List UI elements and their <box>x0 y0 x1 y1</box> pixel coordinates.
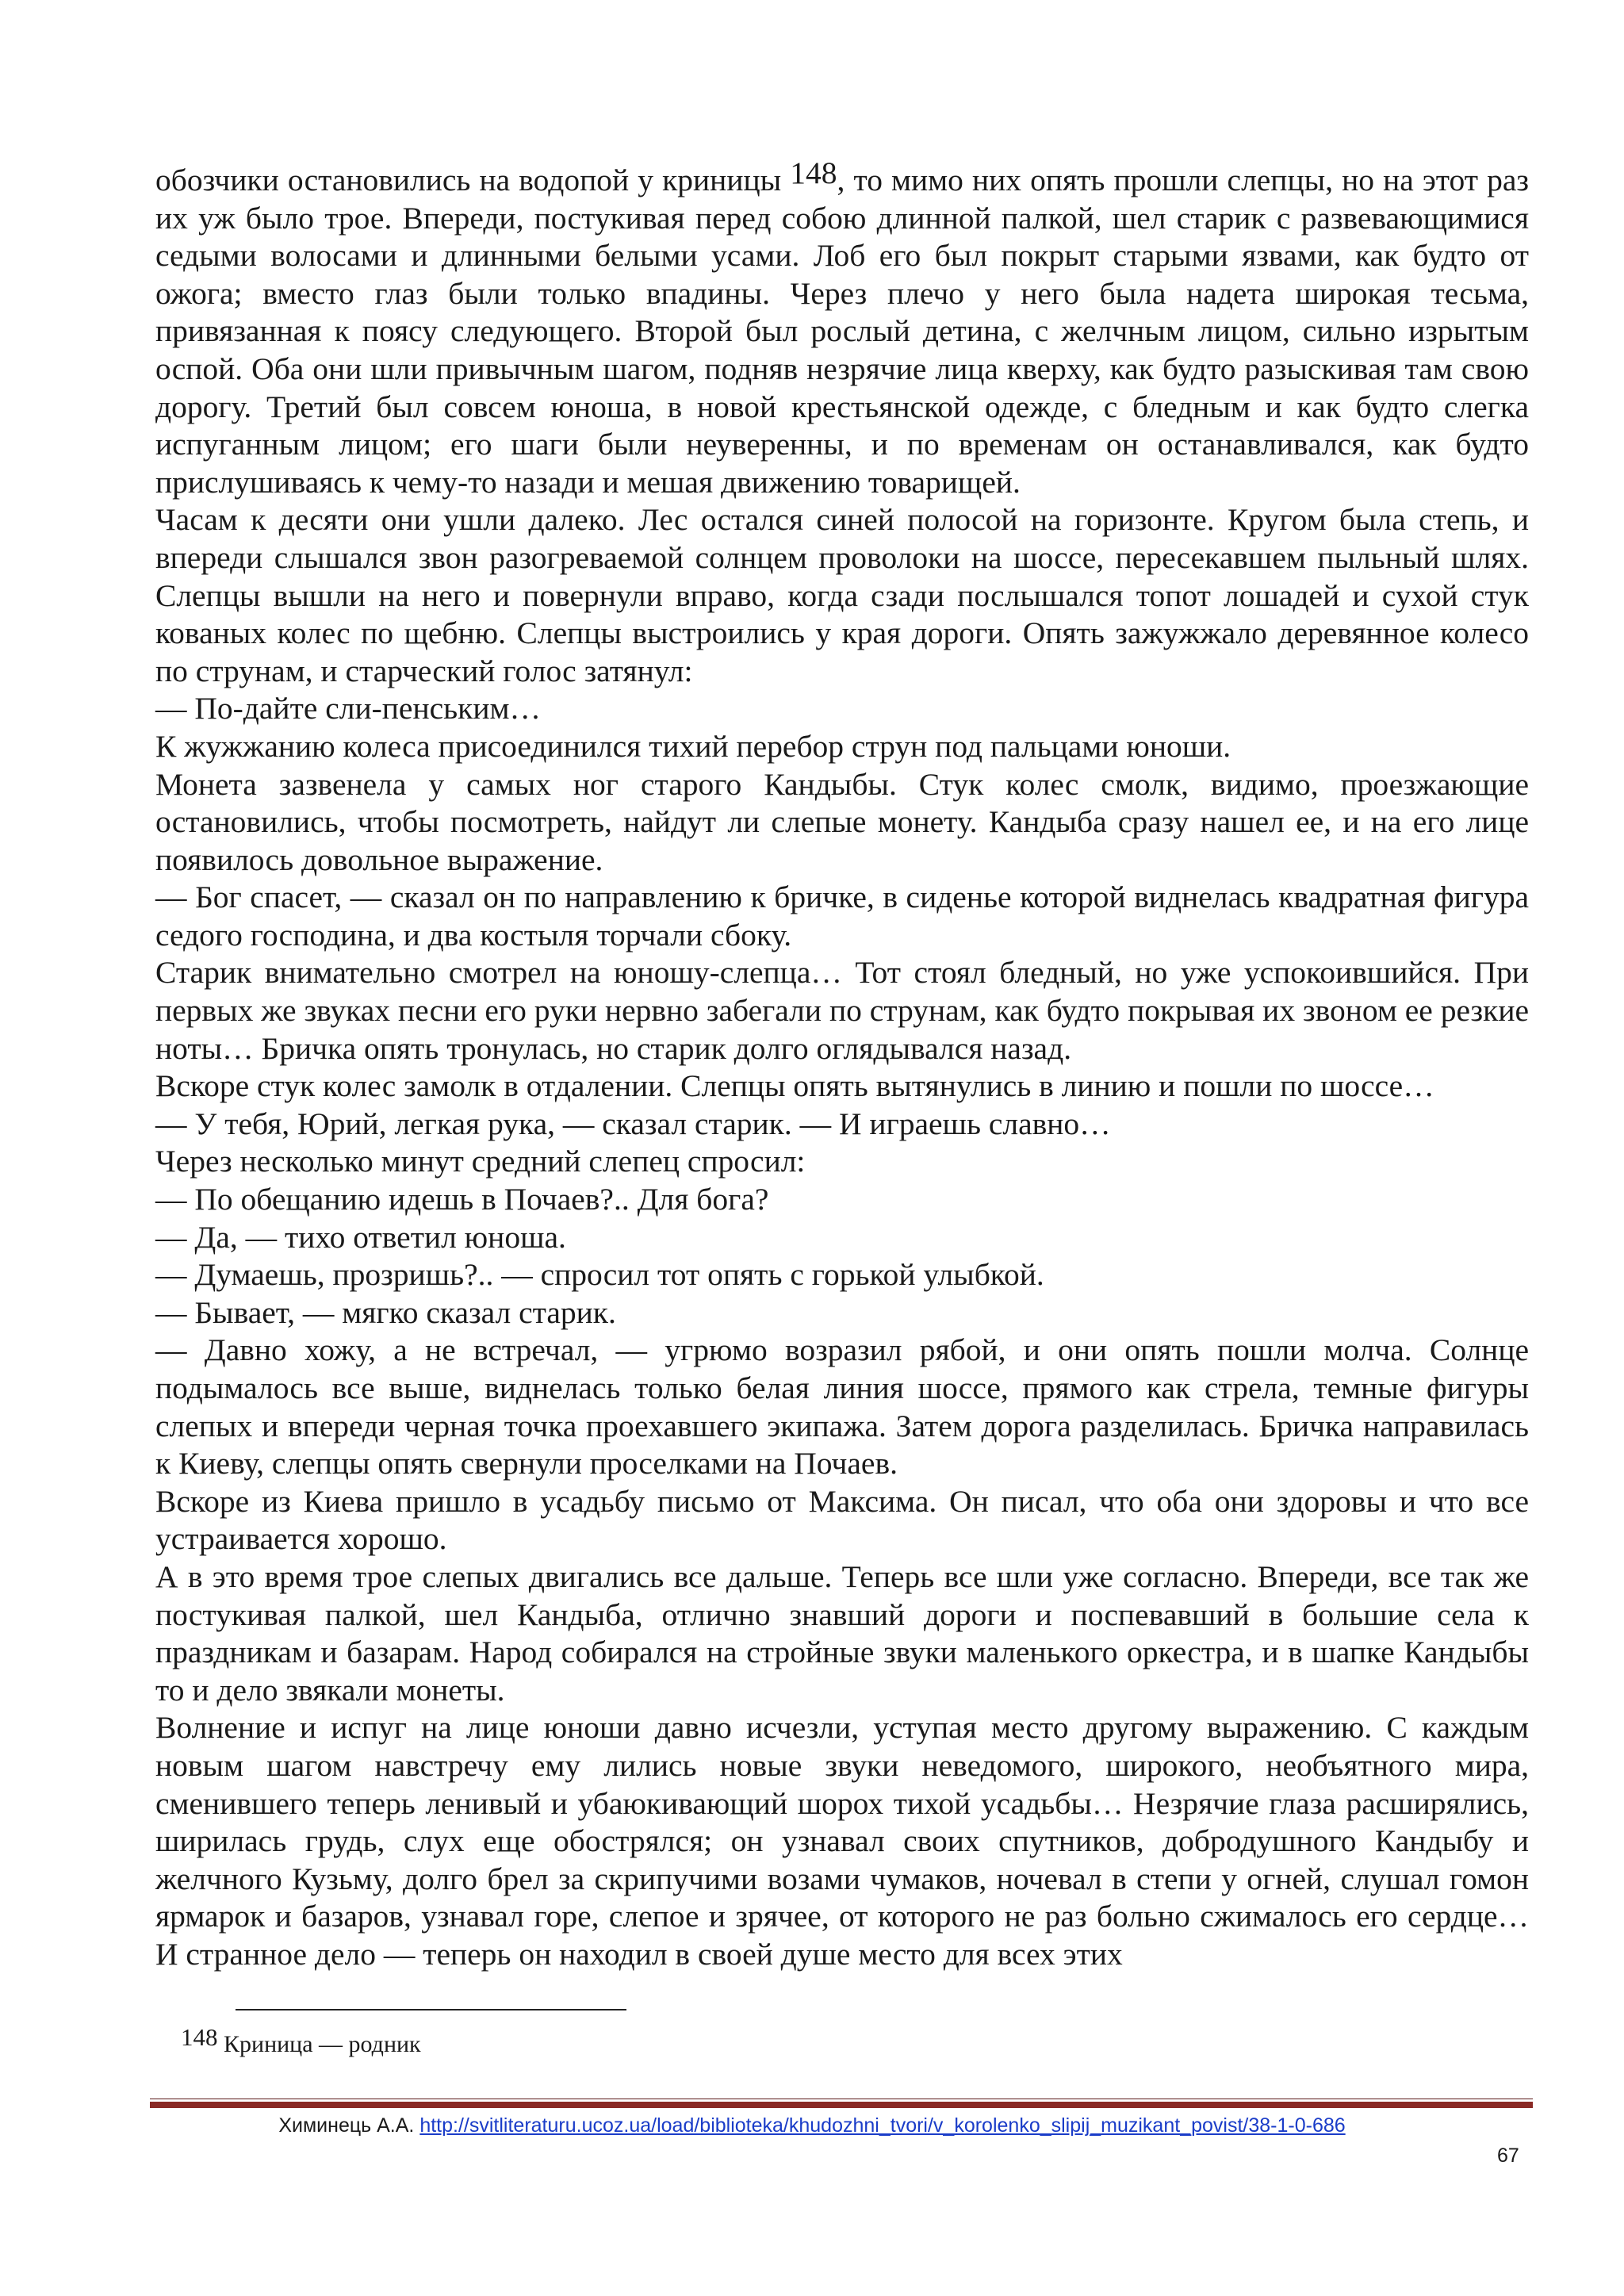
paragraph-11: — По обещанию идешь в Почаев?.. Для бога? <box>155 1182 769 1217</box>
page-number: 67 <box>1497 2145 1519 2167</box>
paragraph-2: Часам к десяти они ушли далеко. Лес остался синей полосой на горизонте. Кругом была степь, и впереди слышался звон разогреваемой солнцем проволоки на шоссе, пересекавшем пыльный шлях. Слепцы вышли на него и повернули вправо, когда сзади послышался топот лошадей и сухой стук кованых колес по щебню. Слепцы выстроились у края дороги. Опять зажужжало деревянное колесо по струнам, и старческий голос затянул: <box>155 502 1529 688</box>
main-text <box>155 155 1530 1974</box>
paragraph-1-first-line-tail: , то мимо них опять прошли слепцы, но на этот <box>837 163 1479 197</box>
paragraph-18: Волнение и испуг на лице юноши давно исчезли, уступая место другому выражению. С каждым новым шагом навстречу ему лились новые звуки неведомого, широкого, необъятного мира, сменившего теперь ленивый и убаюкивающий шорох тихой усадьбы… Незрячие глаза расширялись, ширилась грудь, слух еще обострялся; он узнавал своих спутников, добродушного Кандыбу и желчного Кузьму, долго брел за скрипучими возами чумаков, ночевал в степи у огней, слушал гомон ярмарок и базаров, узнавал горе, слепое и зрячее, от которого не раз больно сжималось его сердце… И странное дело — теперь он находил в своей душе место для всех этих <box>155 1710 1529 1972</box>
footnote-reference[interactable]: 148 <box>790 155 837 190</box>
paragraph-10: Через несколько минут средний слепец спросил: <box>155 1144 806 1179</box>
footnote <box>181 2023 421 2060</box>
footer-author: Химинець А.А. <box>278 2114 420 2137</box>
paragraph-14: — Бывает, — мягко сказал старик. <box>155 1294 616 1330</box>
paragraph-15: — Давно хожу, а не встречал, — угрюмо возразил рябой, и они опять пошли молча. Солнце подымалось все выше, виднелась только белая линия шоссе, прямого как стрела, темные фигуры слепых и впереди черная точка проехавшего экипажа. Затем дорога разделилась. Бричка направилась к Киеву, слепцы опять свернули проселками на Почаев. <box>155 1332 1529 1481</box>
paragraph-12: — Да, — тихо ответил юноша. <box>155 1219 566 1255</box>
paragraph-16: Вскоре из Киева пришло в усадьбу письмо от Максима. Он писал, что оба они здоровы и что все устраивается хорошо. <box>155 1483 1529 1557</box>
paragraph-8: Вскоре стук колес замолк в отдалении. Слепцы опять вытянулись в линию и пошли по шоссе… <box>155 1068 1434 1104</box>
paragraph-7: Старик внимательно смотрел на юношу-слепца… Тот стоял бледный, но уже успокоившийся. При первых же звуках песни его руки нервно забегали по струнам, как будто покрывая их звоном ее резкие ноты… Бричка опять тронулась, но старик долго оглядывался назад. <box>155 955 1529 1066</box>
paragraph-1-start: обозчики остановились на водопой у криницы <box>155 163 791 197</box>
paragraph-4: К жужжанию колеса присоединился тихий перебор струн под пальцами юноши. <box>155 728 1231 764</box>
paragraph-6: — Бог спасет, — сказал он по направлению к бричке, в сиденье которой виднелась квадратная фигура седого господина, и два костыля торчали сбоку. <box>155 880 1529 953</box>
footnote-text: Криница — родник <box>217 2031 421 2057</box>
page-footer <box>0 2113 1624 2138</box>
paragraph-13: — Думаешь, прозришь?.. — спросил тот опять с горькой улыбкой. <box>155 1257 1044 1293</box>
paragraph-9: — У тебя, Юрий, легкая рука, — сказал старик. — И играешь славно… <box>155 1106 1111 1141</box>
footnote-number: 148 <box>181 2023 218 2051</box>
footnote-divider <box>236 2009 626 2010</box>
footer-divider-thick <box>150 2102 1533 2108</box>
footer-source-link[interactable]: http://svitliteraturu.ucoz.ua/load/biblioteka/khudozhni_tvori/v_korolenko_slipij_muzikant_povist/38-1-0-686 <box>419 2114 1346 2137</box>
paragraph-1 <box>155 155 1530 501</box>
paragraph-1-rest: раз их уж было трое. Впереди, постукивая перед собою длинной палкой, шел старик с развевающимися седыми волосами и длинными белыми усами. Лоб его был покрыт старыми язвами, как будто от ожога; вместо глаз были только впадины. Через плечо у него была надета широкая тесьма, привязанная к поясу следующего. Второй был рослый детина, с желчным лицом, сильно изрытым оспой. Оба они шли привычным шагом, подняв незрячие лица кверху, как будто разыскивая там свою дорогу. Третий был совсем юноша, в новой крестьянской одежде, с бледным и как будто слегка испуганным лицом; его шаги были неуверенны, и по временам он останавливался, как будто прислушиваясь к чему-то назади и мешая движению товарищей. <box>155 163 1530 500</box>
paragraph-3: — По-дайте сли-пенським… <box>155 691 541 726</box>
paragraph-17: А в это время трое слепых двигались все дальше. Теперь все шли уже согласно. Впереди, все так же постукивая палкой, шел Кандыба, отлично знавший дороги и поспевавший в большие села к праздникам и базарам. Народ собирался на стройные звуки маленького оркестра, и в шапке Кандыбы то и дело звякали монеты. <box>155 1558 1529 1708</box>
paragraph-5: Монета зазвенела у самых ног старого Кандыбы. Стук колес смолк, видимо, проезжающие остановились, чтобы посмотреть, найдут ли слепые монету. Кандыба сразу нашел ее, и на его лице появилось довольное выражение. <box>155 766 1529 877</box>
